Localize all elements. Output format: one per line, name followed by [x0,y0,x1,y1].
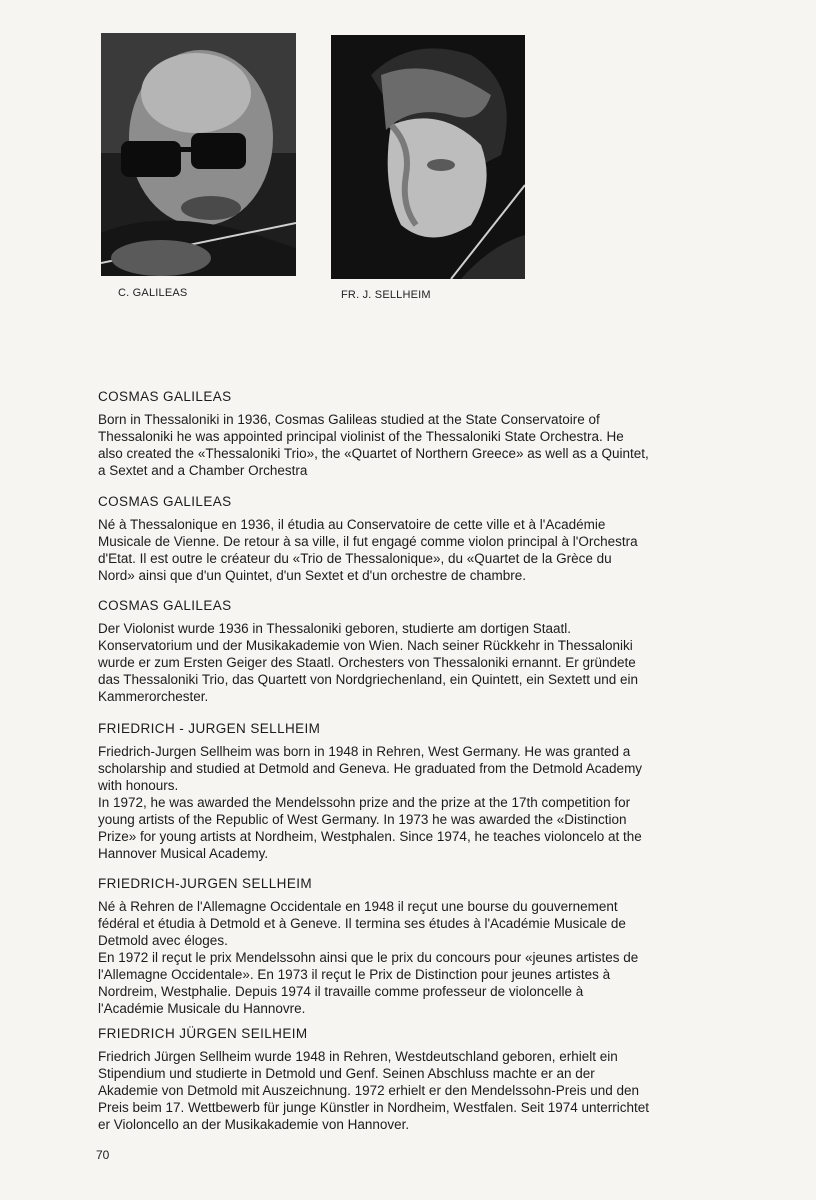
bio-sellheim-de [98,1025,649,1133]
bio-heading: FRIEDRICH JÜRGEN SEILHEIM [98,1026,308,1041]
bio-galileas-de [98,597,638,705]
bio-heading: FRIEDRICH - JURGEN SELLHEIM [98,721,321,736]
bio-text: Né à Thessalonique en 1936, il étudia au Conservatoire de cette ville et à l'Académie Musicale de Vienne. De retour à sa ville, il fut engagé comme violon principal à l'Orchestra d'Etat. Il est outre le créateur du «Trio de Thessalonique», du «Quartet de la Grèce du Nord» ainsi que d'un Quintet, d'un Sextet et d'un orchestre de chambre. [98,517,638,583]
photo-galileas [101,33,296,276]
bio-heading: FRIEDRICH-JURGEN SELLHEIM [98,876,313,891]
bio-text: Friedrich Jürgen Sellheim wurde 1948 in Rehren, Westdeutschland geboren, erhielt ein Stipendium und studierte in Detmold und Genf. Seinen Abschluss machte er an der Akademie von Detmold mit Auszeichnung. 1972 erhielt er den Mendelssohn-Preis und den Preis beim 17. Wettbewerb für junge Künstler in Nordheim, Westfalen. Seit 1974 unterrichtet er Violoncello an der Musikakademie von Hannover. [98,1049,650,1132]
bio-galileas-en [98,388,649,479]
photo-caption-galileas: C. GALILEAS [118,287,188,299]
bio-galileas-fr [98,493,638,584]
page-number: 70 [96,1148,110,1162]
bio-sellheim-fr [98,875,638,1017]
portrait-cellist-profile [331,35,525,279]
bio-heading: COSMAS GALILEAS [98,389,232,404]
bio-text: Der Violonist wurde 1936 in Thessaloniki geboren, studierte am dortigen Staatl. Konservatorium und der Musikakademie von Wien. Nach seiner Rückkehr in Thessaloniki wurde er zum Ersten Geiger des Staatl. Orchesters von Thessaloniki ernannt. Er gründete das Thessaloniki Trio, das Quartett von Nordgriechenland, ein Quintett, ein Sextett und ein Kammerorchester. [98,621,639,704]
bio-heading: COSMAS GALILEAS [98,494,232,509]
bio-text: Born in Thessaloniki in 1936, Cosmas Galileas studied at the State Conservatoire of Thessaloniki he was appointed principal violinist of the Thessaloniki State Orchestra. He also created the «Thessaloniki Trio», the «Quartet of Northern Greece» as well as a Quintet, a Sextet and a Chamber Orchestra [98,412,649,478]
bio-sellheim-en [98,720,642,862]
bio-heading: COSMAS GALILEAS [98,598,232,613]
photo-sellheim [331,35,525,279]
bio-text: Friedrich-Jurgen Sellheim was born in 1948 in Rehren, West Germany. He was granted a scholarship and studied at Detmold and Geneva. He graduated from the Detmold Academy with honours. In 1972, he was awarded the Mendelssohn prize and the prize at the 17th competition for young artists of the Republic of West Germany. In 1973 he was awarded the «Distinction Prize» for young artists at Nordheim, Westphalen. Since 1974, he teaches violoncelo at the Hannover Musical Academy. [98,744,643,861]
bio-text: Né à Rehren de l'Allemagne Occidentale en 1948 il reçut une bourse du gouvernement fédéral et étudia à Detmold et à Geneve. Il termina ses études à l'Académie Musicale de Detmold avec éloges. En 1972 il reçut le prix Mendelssohn ainsi que le prix du concours pour «jeunes artistes de l'Allemagne Occidentale». En 1973 il reçut le Prix de Distinction pour jeunes artistes à Nordreim, Westphalie. Depuis 1974 il travaille comme professeur de violoncelle à l'Académie Musicale du Hannovre. [98,899,639,1016]
portrait-violinist-glasses [101,33,296,276]
photo-caption-sellheim: FR. J. SELLHEIM [341,289,431,301]
